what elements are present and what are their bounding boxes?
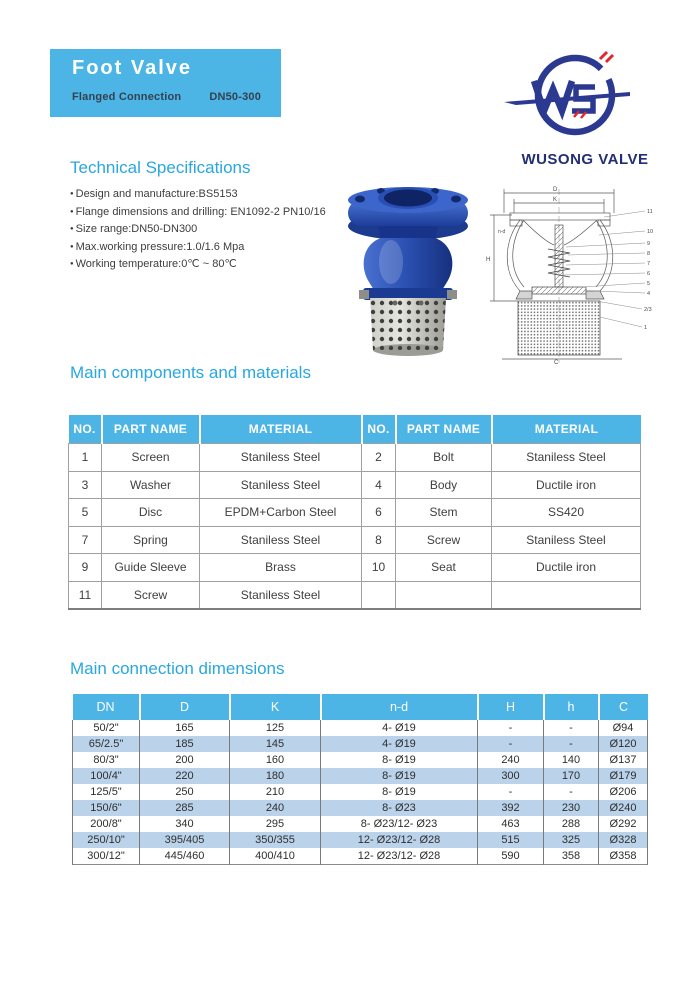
table-cell: Staniless Steel: [492, 444, 641, 472]
table-cell: 288: [544, 816, 599, 832]
table-row: [73, 784, 648, 800]
table-cell: 8- Ø19: [321, 768, 478, 784]
table-cell: 340: [140, 816, 230, 832]
brand-name: WUSONG VALVE: [521, 151, 649, 168]
table-cell: -: [544, 784, 599, 800]
table-row: [69, 554, 641, 582]
table-cell: -: [478, 736, 544, 752]
spec-item: ● Max.working pressure:1.0/1.6 Mpa: [70, 239, 326, 257]
table-cell: 325: [544, 832, 599, 848]
table-cell: 50/2": [73, 720, 140, 736]
table-cell: Staniless Steel: [200, 581, 362, 609]
table-row: [73, 848, 648, 865]
table-cell: -: [544, 720, 599, 736]
table-cell: 180: [230, 768, 321, 784]
table-cell: -: [544, 736, 599, 752]
column-header: PART NAME: [396, 415, 492, 444]
table-cell: 220: [140, 768, 230, 784]
drawing-callout: 7: [647, 261, 651, 267]
table-cell: -: [478, 720, 544, 736]
product-subtitle: [72, 91, 261, 103]
table-cell: 300: [478, 768, 544, 784]
section-title-components: Main components and materials: [70, 363, 311, 382]
table-cell: 200/8": [73, 816, 140, 832]
table-row: [69, 581, 641, 609]
table-cell: Ø137: [599, 752, 648, 768]
table-cell: 230: [544, 800, 599, 816]
table-cell: 160: [230, 752, 321, 768]
spec-item: ● Size range:DN50-DN300: [70, 221, 326, 239]
table-row: [73, 736, 648, 752]
table-cell: 65/2.5": [73, 736, 140, 752]
drawing-callout: 9: [647, 241, 651, 247]
table-cell: 250: [140, 784, 230, 800]
connection-type-label: Flanged Connection: [72, 91, 182, 103]
table-cell: 125/5": [73, 784, 140, 800]
spec-item: ● Flange dimensions and drilling: EN1092-2 PN10/16: [70, 204, 326, 222]
column-header: MATERIAL: [492, 415, 641, 444]
table-row: [73, 800, 648, 816]
section-title-dimensions: Main connection dimensions: [70, 659, 285, 678]
table-cell: -: [478, 784, 544, 800]
table-cell: Screw: [396, 526, 492, 554]
dimensions-table: [72, 694, 648, 865]
table-row: [73, 816, 648, 832]
table-cell: Body: [396, 471, 492, 499]
spec-item: ● Design and manufacture:BS5153: [70, 186, 326, 204]
table-cell: 185: [140, 736, 230, 752]
table-cell: Staniless Steel: [200, 444, 362, 472]
table-cell: 4: [362, 471, 396, 499]
column-header: PART NAME: [102, 415, 200, 444]
table-row: [69, 499, 641, 527]
table-cell: Ductile iron: [492, 554, 641, 582]
drawing-dim-label-h: H: [486, 257, 491, 263]
table-cell: 6: [362, 499, 396, 527]
table-cell: 240: [230, 800, 321, 816]
table-cell: 8- Ø23: [321, 800, 478, 816]
table-cell: [362, 581, 396, 609]
column-header: NO.: [69, 415, 102, 444]
table-cell: 445/460: [140, 848, 230, 865]
table-cell: 80/3": [73, 752, 140, 768]
table-cell: Ø240: [599, 800, 648, 816]
drawing-callout: 8: [647, 251, 651, 257]
table-cell: 300/12": [73, 848, 140, 865]
column-header: H: [478, 694, 544, 720]
table-cell: 10: [362, 554, 396, 582]
table-cell: 140: [544, 752, 599, 768]
table-cell: Ø120: [599, 736, 648, 752]
table-cell: 4- Ø19: [321, 720, 478, 736]
table-cell: Ø292: [599, 816, 648, 832]
table-cell: 350/355: [230, 832, 321, 848]
table-cell: 5: [69, 499, 102, 527]
table-cell: 145: [230, 736, 321, 752]
table-cell: Ø179: [599, 768, 648, 784]
table-cell: 12- Ø23/12- Ø28: [321, 832, 478, 848]
table-row: [73, 832, 648, 848]
valve-drawing: [482, 183, 660, 365]
table-cell: Bolt: [396, 444, 492, 472]
spec-item: ● Working temperature:0℃ ~ 80℃: [70, 256, 326, 274]
table-cell: Screw: [102, 581, 200, 609]
table-cell: Staniless Steel: [200, 526, 362, 554]
drawing-callout: 10: [647, 229, 654, 235]
table-cell: 9: [69, 554, 102, 582]
table-cell: 240: [478, 752, 544, 768]
product-header: [50, 49, 281, 117]
column-header: NO.: [362, 415, 396, 444]
spec-list: [70, 186, 326, 274]
column-header: h: [544, 694, 599, 720]
table-cell: 285: [140, 800, 230, 816]
table-cell: 8: [362, 526, 396, 554]
table-cell: Stem: [396, 499, 492, 527]
table-row: [73, 720, 648, 736]
table-cell: 8- Ø19: [321, 752, 478, 768]
drawing-dim-label-nd: n-d: [498, 229, 506, 235]
column-header: C: [599, 694, 648, 720]
table-cell: 358: [544, 848, 599, 865]
table-cell: 515: [478, 832, 544, 848]
table-cell: 11: [69, 581, 102, 609]
column-header: D: [140, 694, 230, 720]
drawing-dim-label-c: C: [554, 360, 559, 365]
section-title-specs: Technical Specifications: [70, 158, 251, 177]
drawing-callout: 6: [647, 271, 651, 277]
table-cell: 170: [544, 768, 599, 784]
table-cell: 4- Ø19: [321, 736, 478, 752]
table-cell: Seat: [396, 554, 492, 582]
table-cell: EPDM+Carbon Steel: [200, 499, 362, 527]
table-cell: 12- Ø23/12- Ø28: [321, 848, 478, 865]
table-row: [69, 471, 641, 499]
table-cell: 392: [478, 800, 544, 816]
table-cell: 395/405: [140, 832, 230, 848]
ws-globe-wing-icon: [500, 45, 670, 145]
table-cell: [396, 581, 492, 609]
drawing-dim-label-d: D: [553, 187, 558, 193]
drawing-callout: 1: [644, 325, 648, 331]
drawing-callout: 5: [647, 281, 651, 287]
table-cell: 200: [140, 752, 230, 768]
table-cell: 165: [140, 720, 230, 736]
table-cell: Ø206: [599, 784, 648, 800]
table-cell: Guide Sleeve: [102, 554, 200, 582]
components-table: [68, 415, 641, 610]
table-cell: Ø94: [599, 720, 648, 736]
table-cell: 125: [230, 720, 321, 736]
table-cell: 8- Ø19: [321, 784, 478, 800]
dimensions-header-row: [73, 694, 648, 720]
table-cell: 400/410: [230, 848, 321, 865]
table-cell: 295: [230, 816, 321, 832]
column-header: DN: [73, 694, 140, 720]
table-cell: Staniless Steel: [200, 471, 362, 499]
column-header: MATERIAL: [200, 415, 362, 444]
drawing-callout: 4: [647, 291, 651, 297]
components-header-row: [69, 415, 641, 444]
table-row: [69, 526, 641, 554]
table-cell: 8- Ø23/12- Ø23: [321, 816, 478, 832]
drawing-callout: 2/3: [644, 307, 652, 313]
table-cell: Ø328: [599, 832, 648, 848]
brand-logo: [500, 45, 670, 167]
drawing-dim-label-k: K: [553, 197, 558, 203]
table-cell: Brass: [200, 554, 362, 582]
table-cell: Screen: [102, 444, 200, 472]
table-cell: SS420: [492, 499, 641, 527]
table-cell: 100/4": [73, 768, 140, 784]
valve-photo: [333, 182, 483, 358]
drawing-callout: 11: [647, 209, 653, 215]
table-cell: Washer: [102, 471, 200, 499]
product-title: Foot Valve: [72, 57, 193, 79]
table-cell: Ductile iron: [492, 471, 641, 499]
table-cell: Spring: [102, 526, 200, 554]
table-cell: 2: [362, 444, 396, 472]
size-range-label: DN50-300: [209, 91, 262, 103]
table-row: [73, 768, 648, 784]
table-cell: [492, 581, 641, 609]
column-header: n-d: [321, 694, 478, 720]
table-cell: 7: [69, 526, 102, 554]
table-cell: 3: [69, 471, 102, 499]
table-cell: Staniless Steel: [492, 526, 641, 554]
table-cell: 1: [69, 444, 102, 472]
table-cell: 250/10": [73, 832, 140, 848]
table-cell: 463: [478, 816, 544, 832]
table-cell: Ø358: [599, 848, 648, 865]
table-cell: 210: [230, 784, 321, 800]
table-row: [69, 444, 641, 472]
column-header: K: [230, 694, 321, 720]
table-cell: 150/6": [73, 800, 140, 816]
table-row: [73, 752, 648, 768]
table-cell: 590: [478, 848, 544, 865]
table-cell: Disc: [102, 499, 200, 527]
